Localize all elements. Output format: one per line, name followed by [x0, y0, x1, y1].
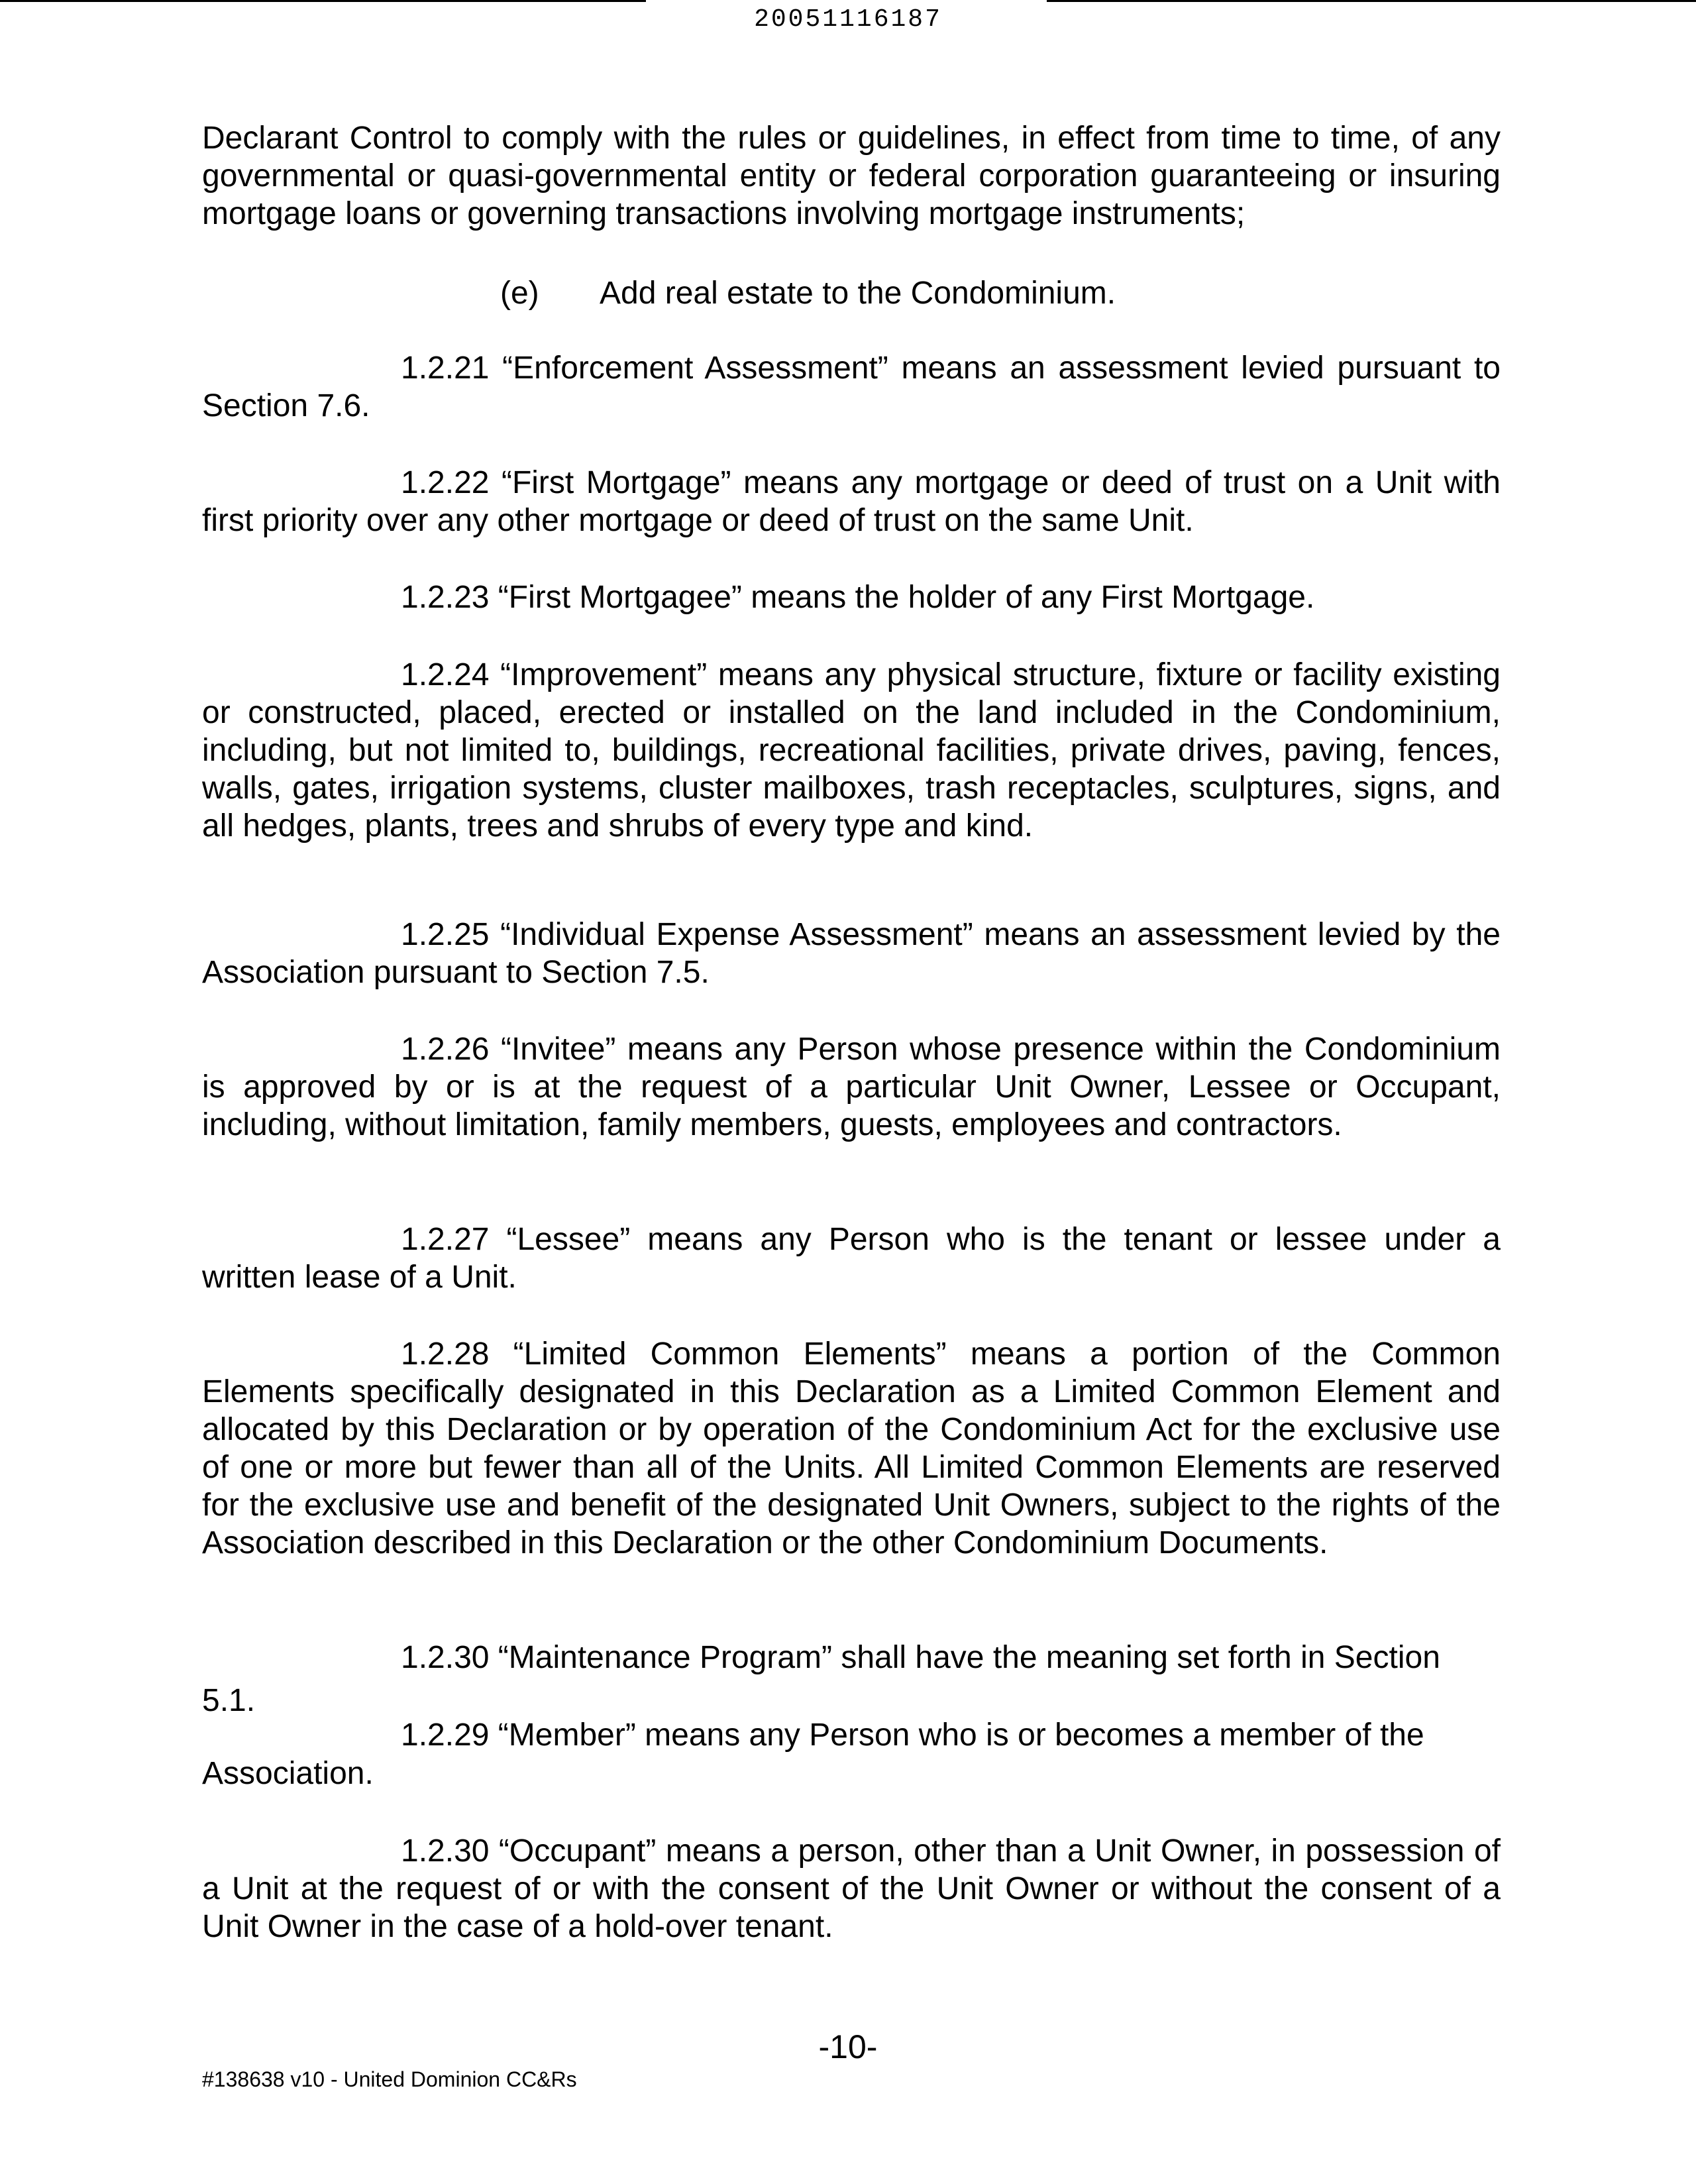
paragraph-1-2-26: 1.2.26 “Invitee” means any Person whose presence within the Condominium is approved by or is at the request of a particular Unit Owner, Lessee or Occupant, including, without limitation, family members, guests, employees and contractors. — [202, 1032, 1501, 1142]
page-number: -10- — [818, 2028, 878, 2065]
paragraph-1-2-30-maintenance-line1: 1.2.30 “Maintenance Program” shall have the meaning set forth in Section — [401, 1640, 1440, 1675]
footer-document-id: #138638 v10 - United Dominion CC&Rs — [202, 2067, 577, 2091]
document-number: 20051116187 — [754, 5, 942, 34]
intro-paragraph: Declarant Control to comply with the rules or guidelines, in effect from time to time, of any governmental or quasi-governmental entity or federal corporation guaranteeing or insuring mortgage loans or governing transactions involving mortgage instruments; — [202, 121, 1501, 231]
paragraph-1-2-27: 1.2.27 “Lessee” means any Person who is the tenant or lessee under a written lease of a Unit. — [202, 1222, 1501, 1295]
paragraph-1-2-30-maintenance-line2: 5.1. — [202, 1683, 256, 1718]
paragraph-1-2-30-occupant: 1.2.30 “Occupant” means a person, other than a Unit Owner, in possession of a Unit at the request of or with the consent of the Unit Owner or without the consent of a Unit Owner in the case of a hold-over tenant. — [202, 1833, 1501, 1944]
paragraph-1-2-22: 1.2.22 “First Mortgage” means any mortgage or deed of trust on a Unit with first priority over any other mortgage or deed of trust on the same Unit. — [202, 465, 1501, 538]
paragraph-1-2-28: 1.2.28 “Limited Common Elements” means a portion of the Common Elements specifically designated in this Declaration as a Limited Common Element and allocated by this Declaration or by operation of the Condominium Act for the exclusive use of one or more but fewer than all of the Units. All Limited Common Elements are reserved for the exclusive use and benefit of the designated Unit Owners, subject to the rights of the Association described in this Declaration or the other Condominium Documents. — [202, 1337, 1501, 1560]
item-e-label: (e) — [500, 276, 539, 311]
paragraph-1-2-29-line1: 1.2.29 “Member” means any Person who is or becomes a member of the — [401, 1718, 1424, 1753]
paragraph-1-2-25: 1.2.25 “Individual Expense Assessment” means an assessment levied by the Association pursuant to Section 7.5. — [202, 917, 1501, 990]
header-rule-right — [1047, 0, 1696, 2]
header-rule-left — [0, 0, 646, 2]
paragraph-1-2-23: 1.2.23 “First Mortgagee” means the holder of any First Mortgage. — [401, 580, 1315, 615]
item-e-text: Add real estate to the Condominium. — [600, 276, 1116, 311]
paragraph-1-2-24: 1.2.24 “Improvement” means any physical structure, fixture or facility existing or constructed, placed, erected or installed on the land included in the Condominium, including, but not limited to, buildings, recreational facilities, private drives, paving, fences, walls, gates, irrigation systems, cluster mailboxes, trash receptacles, sculptures, signs, and all hedges, plants, trees and shrubs of every type and kind. — [202, 657, 1501, 844]
paragraph-1-2-21: 1.2.21 “Enforcement Assessment” means an assessment levied pursuant to Section 7.6. — [202, 351, 1501, 423]
paragraph-1-2-29-line2: Association. — [202, 1756, 374, 1791]
